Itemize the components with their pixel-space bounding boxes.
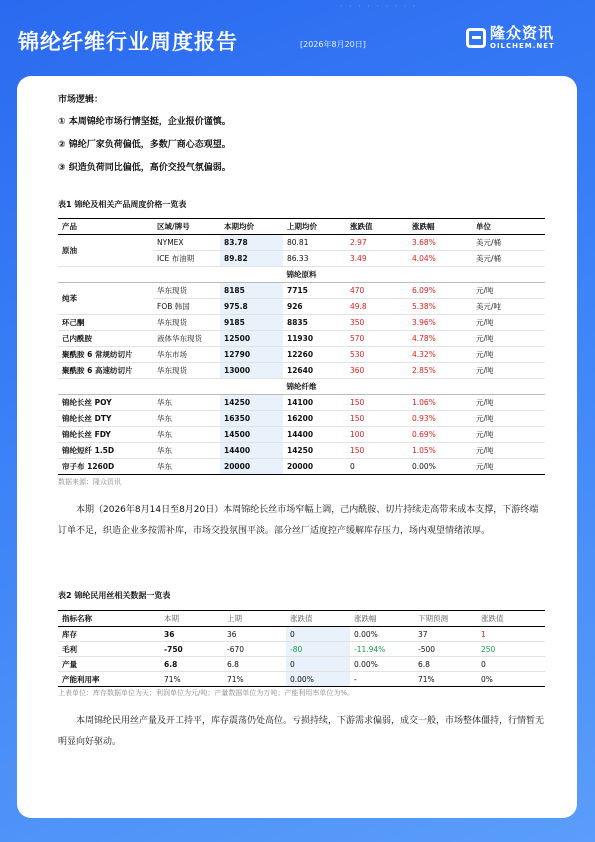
weekly-summary-paragraph: 本期（2026年8月14日至8月20日）本周锦纶长丝市场窄幅上调，己内酰胺、切片持续走高带来成本支撑，下游终端订单不足，织造企业多按需补库，市场交投氛围平淡。部分丝厂适度控产缓解库存压力，场内观望情绪浓厚。 [58, 505, 539, 536]
unit-cell: 元/吨 [472, 347, 545, 363]
cur-price: 20000 [220, 459, 283, 475]
forecast-change-cell: 1 [477, 627, 545, 642]
table-row [58, 627, 545, 642]
change-rate: 6.09% [408, 283, 472, 299]
change-value: 530 [346, 347, 408, 363]
table-row [58, 283, 545, 299]
change-value: 49.8 [346, 299, 408, 315]
unit-cell: 元/吨 [472, 443, 545, 459]
region-cell: 华东 [153, 443, 220, 459]
forecast-cell: -500 [414, 642, 477, 657]
change-rate: 3.96% [408, 315, 472, 331]
table-row [58, 315, 545, 331]
unit-cell: 元/吨 [472, 283, 545, 299]
logo-en: OILCHEM.NET [490, 42, 555, 50]
change-value: 470 [346, 283, 408, 299]
change-rate: 0.00% [408, 459, 472, 475]
table-row [58, 395, 545, 411]
col-header: 区域/牌号 [153, 219, 220, 235]
region-cell: 液体华东现货 [153, 331, 220, 347]
change-rate: 4.04% [408, 251, 472, 267]
rate-cell: 0.00% [350, 627, 414, 642]
prev-price: 14400 [283, 427, 346, 443]
prev-cell: 6.8 [223, 657, 286, 672]
col-header: 本期均价 [220, 219, 283, 235]
change-value: 350 [346, 315, 408, 331]
logic-item-1: ① 本周锦纶市场行情坚挺，企业报价谨慎。 [58, 117, 231, 127]
region-cell: NYMEX [153, 235, 220, 251]
logo-cn: 隆众资讯 [490, 24, 555, 42]
change-rate: 1.06% [408, 395, 472, 411]
table-header-row [58, 219, 545, 235]
col-header: 单位 [472, 219, 545, 235]
table-row [58, 642, 545, 657]
table-row [58, 427, 545, 443]
product-cell: 原油 [58, 235, 153, 267]
cur-price: 14500 [220, 427, 283, 443]
change-value: 0 [346, 459, 408, 475]
table-row [58, 459, 545, 475]
civil-yarn-summary-paragraph: 本周锦纶民用丝产量及开工持平，库存震荡仍处高位。亏损持续，下游需求偏弱，成交一般，市场整体僵持，行情暂无明显向好驱动。 [58, 716, 545, 747]
region-cell: 华东现货 [153, 363, 220, 379]
change-cell: -80 [286, 642, 350, 657]
table-row [58, 672, 545, 687]
forecast-change-cell: 0 [477, 657, 545, 672]
unit-cell: 元/吨 [472, 331, 545, 347]
cur-cell: -750 [160, 642, 223, 657]
cur-price: 9185 [220, 315, 283, 331]
table-row [58, 235, 545, 251]
change-value: 2.97 [346, 235, 408, 251]
product-cell: 帘子布 1260D [58, 459, 153, 475]
table-row [58, 363, 545, 379]
forecast-change-cell: 250 [477, 642, 545, 657]
change-rate: 4.32% [408, 347, 472, 363]
logo-mark-icon [466, 28, 486, 48]
product-cell: 聚酰胺 6 高速纺切片 [58, 363, 153, 379]
change-rate: 4.78% [408, 331, 472, 347]
cur-price: 83.78 [220, 235, 283, 251]
product-cell: 聚酰胺 6 常规纺切片 [58, 347, 153, 363]
cur-price: 14250 [220, 395, 283, 411]
rate-cell: - [350, 672, 414, 687]
region-cell: ICE 布油期 [153, 251, 220, 267]
change-rate: 1.05% [408, 443, 472, 459]
cur-price: 16350 [220, 411, 283, 427]
change-rate: 2.85% [408, 363, 472, 379]
change-value: 360 [346, 363, 408, 379]
cur-price: 89.82 [220, 251, 283, 267]
prev-price: 7715 [283, 283, 346, 299]
forecast-cell: 6.8 [414, 657, 477, 672]
region-cell: 华东 [153, 427, 220, 443]
metric-cell: 产能利用率 [58, 672, 160, 687]
cur-cell: 71% [160, 672, 223, 687]
forecast-cell: 71% [414, 672, 477, 687]
change-cell: 0 [286, 657, 350, 672]
table-row [58, 657, 545, 672]
cur-price: 975.8 [220, 299, 283, 315]
change-value: 3.49 [346, 251, 408, 267]
prev-price: 11930 [283, 331, 346, 347]
table1-source: 数据来源：隆众资讯 [58, 478, 121, 486]
col-header: 涨跌幅 [350, 611, 414, 627]
forecast-change-cell: 0% [477, 672, 545, 687]
change-value: 150 [346, 443, 408, 459]
region-cell: 华东 [153, 395, 220, 411]
unit-cell: 元/吨 [472, 315, 545, 331]
cur-price: 14400 [220, 443, 283, 459]
change-value: 150 [346, 395, 408, 411]
col-header: 产品 [58, 219, 153, 235]
prev-cell: 36 [223, 627, 286, 642]
product-cell: 锦纶长丝 POY [58, 395, 153, 411]
prev-price: 8835 [283, 315, 346, 331]
unit-cell: 元/吨 [472, 395, 545, 411]
product-cell: 锦纶短纤 1.5D [58, 443, 153, 459]
region-cell: 华东 [153, 459, 220, 475]
table2-note: 上表单位：库存数据单位为天；利润单位为元/吨；产量数据单位为万吨；产能利用率单位为%。 [58, 689, 355, 697]
logic-item-2: ② 锦纶厂家负荷偏低，多数厂商心态观望。 [58, 140, 231, 150]
prev-cell: -670 [223, 642, 286, 657]
prev-price: 16200 [283, 411, 346, 427]
section-row [58, 379, 545, 395]
change-value: 100 [346, 427, 408, 443]
cur-cell: 6.8 [160, 657, 223, 672]
cur-price: 12500 [220, 331, 283, 347]
table-header-row [58, 611, 545, 627]
report-title: 锦纶纤维行业周度报告 [18, 30, 238, 54]
prev-price: 12260 [283, 347, 346, 363]
metric-cell: 库存 [58, 627, 160, 642]
prev-price: 80.81 [283, 235, 346, 251]
prev-price: 14250 [283, 443, 346, 459]
table-row [58, 443, 545, 459]
product-cell: 环己酮 [58, 315, 153, 331]
region-cell: 华东现货 [153, 315, 220, 331]
change-rate: 3.68% [408, 235, 472, 251]
forecast-cell: 37 [414, 627, 477, 642]
product-cell: 锦纶长丝 FDY [58, 427, 153, 443]
rate-cell: 0.00% [350, 657, 414, 672]
metric-cell: 毛利 [58, 642, 160, 657]
prev-price: 12640 [283, 363, 346, 379]
logic-item-3: ③ 织造负荷同比偏低，高价交投气氛偏弱。 [58, 163, 231, 173]
prev-cell: 71% [223, 672, 286, 687]
decorative-dots: · · · · · · · · · [340, 2, 418, 11]
region-cell: 华东现货 [153, 283, 220, 299]
cur-price: 8185 [220, 283, 283, 299]
col-header: 涨跌值 [477, 611, 545, 627]
unit-cell: 元/吨 [472, 363, 545, 379]
col-header: 上期 [223, 611, 286, 627]
change-rate: 5.38% [408, 299, 472, 315]
table1-title: 表1 锦纶及相关产品周度价格一览表 [58, 200, 187, 209]
section-row [58, 267, 545, 283]
col-header: 涨跌幅 [408, 219, 472, 235]
market-logic-label: 市场逻辑： [58, 95, 104, 105]
col-header: 本期 [160, 611, 223, 627]
region-cell: FOB 韩国 [153, 299, 220, 315]
cur-price: 12790 [220, 347, 283, 363]
cur-price: 13000 [220, 363, 283, 379]
col-header: 上期均价 [283, 219, 346, 235]
price-table [58, 218, 545, 475]
rate-cell: -11.94% [350, 642, 414, 657]
change-rate: 0.69% [408, 427, 472, 443]
change-value: 570 [346, 331, 408, 347]
prev-price: 20000 [283, 459, 346, 475]
region-cell: 华东 [153, 411, 220, 427]
metric-cell: 产量 [58, 657, 160, 672]
unit-cell: 元/吨 [472, 427, 545, 443]
unit-cell: 美元/桶 [472, 251, 545, 267]
region-cell: 华东市场 [153, 347, 220, 363]
prev-price: 926 [283, 299, 346, 315]
unit-cell: 元/吨 [472, 411, 545, 427]
report-date: [2026年8月20日] [300, 40, 366, 49]
table2-title: 表2 锦纶民用丝相关数据一览表 [58, 591, 171, 600]
change-rate: 0.93% [408, 411, 472, 427]
prev-price: 14100 [283, 395, 346, 411]
product-cell: 锦纶长丝 DTY [58, 411, 153, 427]
cur-cell: 36 [160, 627, 223, 642]
unit-cell: 美元/桶 [472, 235, 545, 251]
col-header: 涨跌值 [286, 611, 350, 627]
unit-cell: 元/吨 [472, 459, 545, 475]
table-row [58, 347, 545, 363]
section-raw-materials: 锦纶原料 [58, 267, 545, 283]
table-row [58, 331, 545, 347]
brand-logo [466, 26, 555, 50]
change-value: 150 [346, 411, 408, 427]
civil-yarn-table [58, 610, 545, 687]
product-cell: 纯苯 [58, 283, 153, 315]
unit-cell: 美元/吨 [472, 299, 545, 315]
col-header: 下期预测 [414, 611, 477, 627]
col-header: 指标名称 [58, 611, 160, 627]
prev-price: 86.33 [283, 251, 346, 267]
table-row [58, 411, 545, 427]
change-cell: 0.00% [286, 672, 350, 687]
change-cell: 0 [286, 627, 350, 642]
section-nylon-fiber: 锦纶纤维 [58, 379, 545, 395]
product-cell: 己内酰胺 [58, 331, 153, 347]
col-header: 涨跌值 [346, 219, 408, 235]
